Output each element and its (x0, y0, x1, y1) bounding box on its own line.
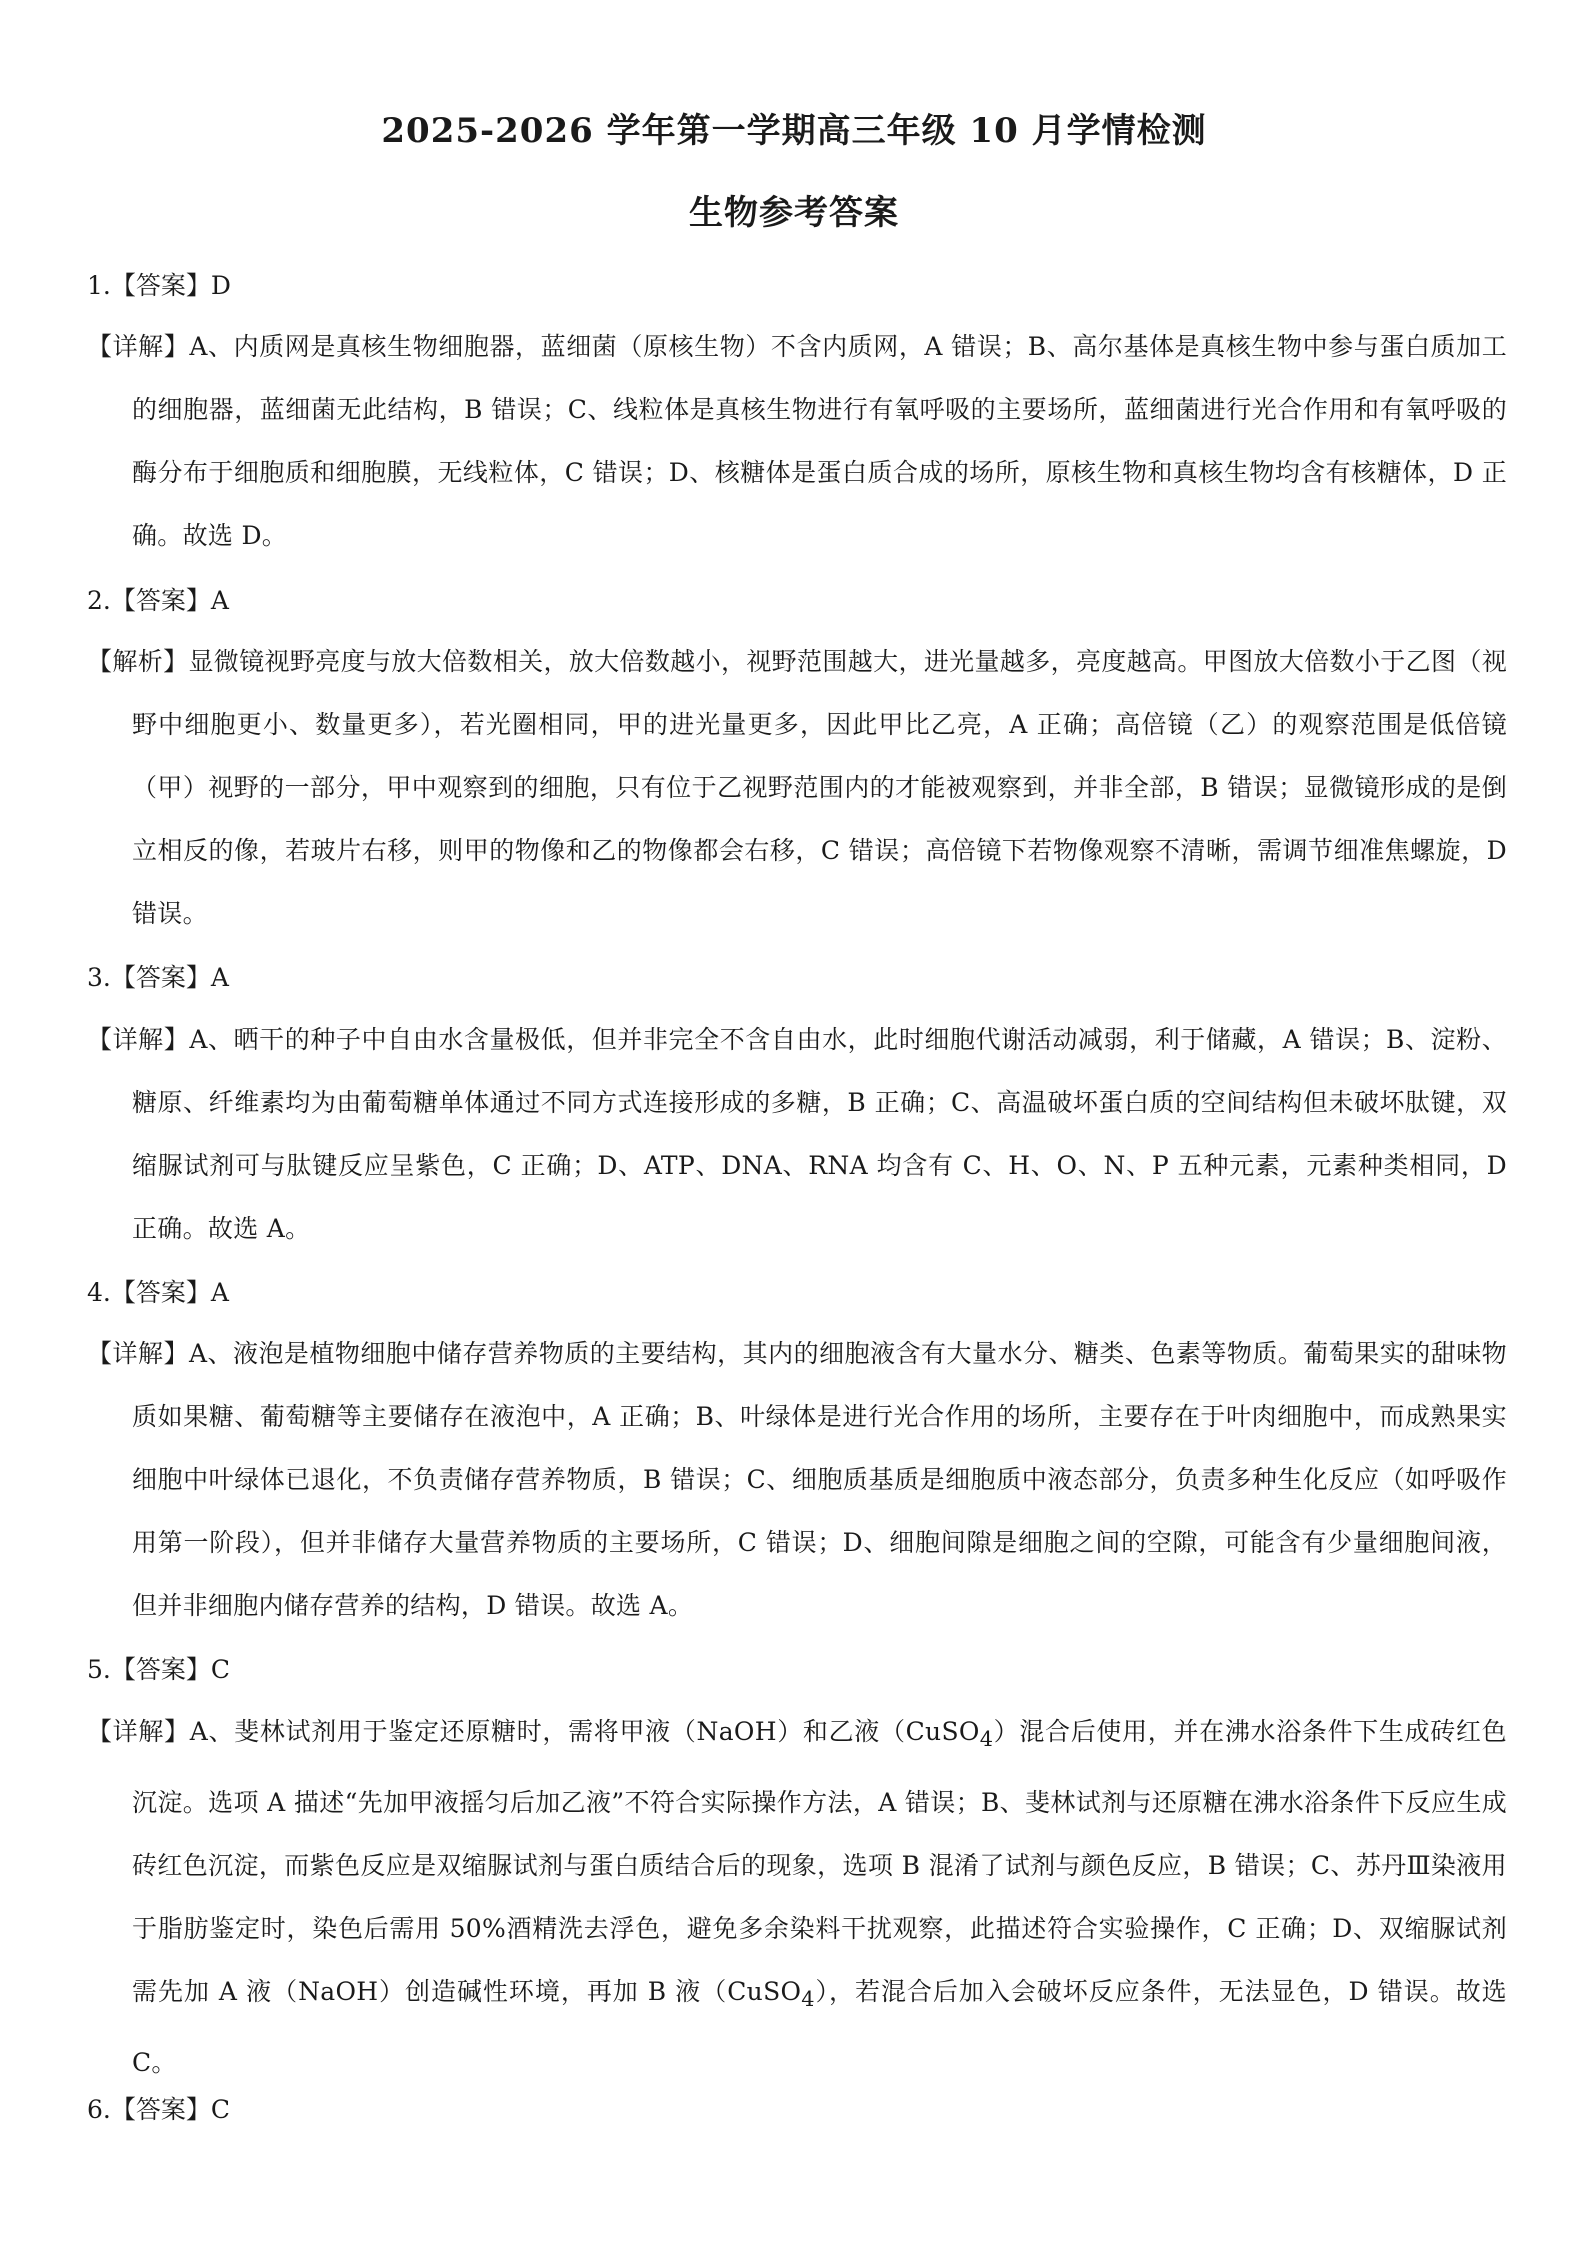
subscript: 4 (801, 1987, 815, 2011)
answer-line: 3.【答案】A (87, 963, 229, 992)
answer-line: 5.【答案】C (87, 1655, 230, 1684)
answer-line: 2.【答案】A (87, 586, 229, 615)
answer-line: 4.【答案】A (87, 1278, 229, 1307)
page-subtitle: 生物参考答案 (689, 193, 899, 233)
explanation-label: 【解析】 (87, 647, 189, 676)
explanation-label: 【详解】 (87, 1025, 190, 1054)
explanation (87, 1700, 1507, 2094)
explanation-text-part: ），若混合后加入会破坏反应条件，无法显色，D 错误。故选 C。 (132, 1977, 1507, 2077)
explanation-text: A、内质网是真核生物细胞器，蓝细菌（原核生物）不含内质网，A 错误；B、高尔基体是真核生物中参与蛋白质加工的细胞器，蓝细菌无此结构，B 错误；C、线粒体是真核生物进行有氧呼吸的主要场所，蓝细菌进行光合作用和有氧呼吸的酶分布于细胞质和细胞膜，无线粒体，C 错误；D、核糖体是蛋白质合成的场所，原核生物和真核生物均含有核糖体，D 正确。故选 D。 (132, 332, 1507, 550)
explanation-label: 【详解】 (87, 1717, 190, 1746)
answer-line: 6.【答案】C (87, 2095, 230, 2124)
explanation (87, 630, 1507, 945)
page-title: 2025-2026 学年第一学期高三年级 10 月学情检测 (381, 111, 1207, 151)
explanation-label: 【详解】 (87, 332, 190, 361)
explanation-label: 【详解】 (87, 1339, 189, 1368)
explanation-text: 显微镜视野亮度与放大倍数相关，放大倍数越小，视野范围越大，进光量越多，亮度越高。甲图放大倍数小于乙图（视野中细胞更小、数量更多），若光圈相同，甲的进光量更多，因此甲比乙亮，A 正确；高倍镜（乙）的观察范围是低倍镜（甲）视野的一部分，甲中观察到的细胞，只有位于乙视野范围内的才能被观察到，并非全部，B 错误；显微镜形成的是倒立相反的像，若玻片右移，则甲的物像和乙的物像都会右移，C 错误；高倍镜下若物像观察不清晰，需调节细准焦螺旋，D 错误。 (132, 647, 1507, 928)
explanation-text-part: ）混合后使用，并在沸水浴条件下生成砖红色沉淀。选项 A 描述“先加甲液摇匀后加乙液”不符合实际操作方法，A 错误；B、斐林试剂与还原糖在沸水浴条件下反应生成砖红色沉淀，而紫色反应是双缩脲试剂与蛋白质结合后的现象，选项 B 混淆了试剂与颜色反应，B 错误；C、苏丹Ⅲ染液用于脂肪鉴定时，染色后需用 50%酒精洗去浮色，避免多余染料干扰观察，此描述符合实验操作，C 正确；D、双缩脲试剂需先加 A 液（NaOH）创造碱性环境，再加 B 液（CuSO (132, 1717, 1507, 2006)
explanation-text: A、液泡是植物细胞中储存营养物质的主要结构，其内的细胞液含有大量水分、糖类、色素等物质。葡萄果实的甜味物质如果糖、葡萄糖等主要储存在液泡中，A 正确；B、叶绿体是进行光合作用的场所，主要存在于叶肉细胞中，而成熟果实细胞中叶绿体已退化，不负责储存营养物质，B 错误；C、细胞质基质是细胞质中液态部分，负责多种生化反应（如呼吸作用第一阶段），但并非储存大量营养物质的主要场所，C 错误；D、细胞间隙是细胞之间的空隙，可能含有少量细胞间液，但并非细胞内储存营养的结构，D 错误。故选 A。 (132, 1339, 1507, 1620)
explanation-text-part: A、斐林试剂用于鉴定还原糖时，需将甲液（NaOH）和乙液（CuSO (189, 1717, 980, 1746)
explanation-text: A、晒干的种子中自由水含量极低，但并非完全不含自由水，此时细胞代谢活动减弱，利于储藏，A 错误；B、淀粉、糖原、纤维素均为由葡萄糖单体通过不同方式连接形成的多糖，B 正确；C、高温破坏蛋白质的空间结构但未破坏肽键，双缩脲试剂可与肽键反应呈紫色，C 正确；D、ATP、DNA、RNA 均含有 C、H、O、N、P 五种元素，元素种类相同，D 正确。故选 A。 (132, 1025, 1507, 1243)
subscript: 4 (979, 1727, 994, 1751)
explanation (87, 1322, 1507, 1637)
explanation (87, 1008, 1507, 1260)
answer-line: 1.【答案】D (87, 271, 231, 300)
explanation (87, 315, 1507, 567)
